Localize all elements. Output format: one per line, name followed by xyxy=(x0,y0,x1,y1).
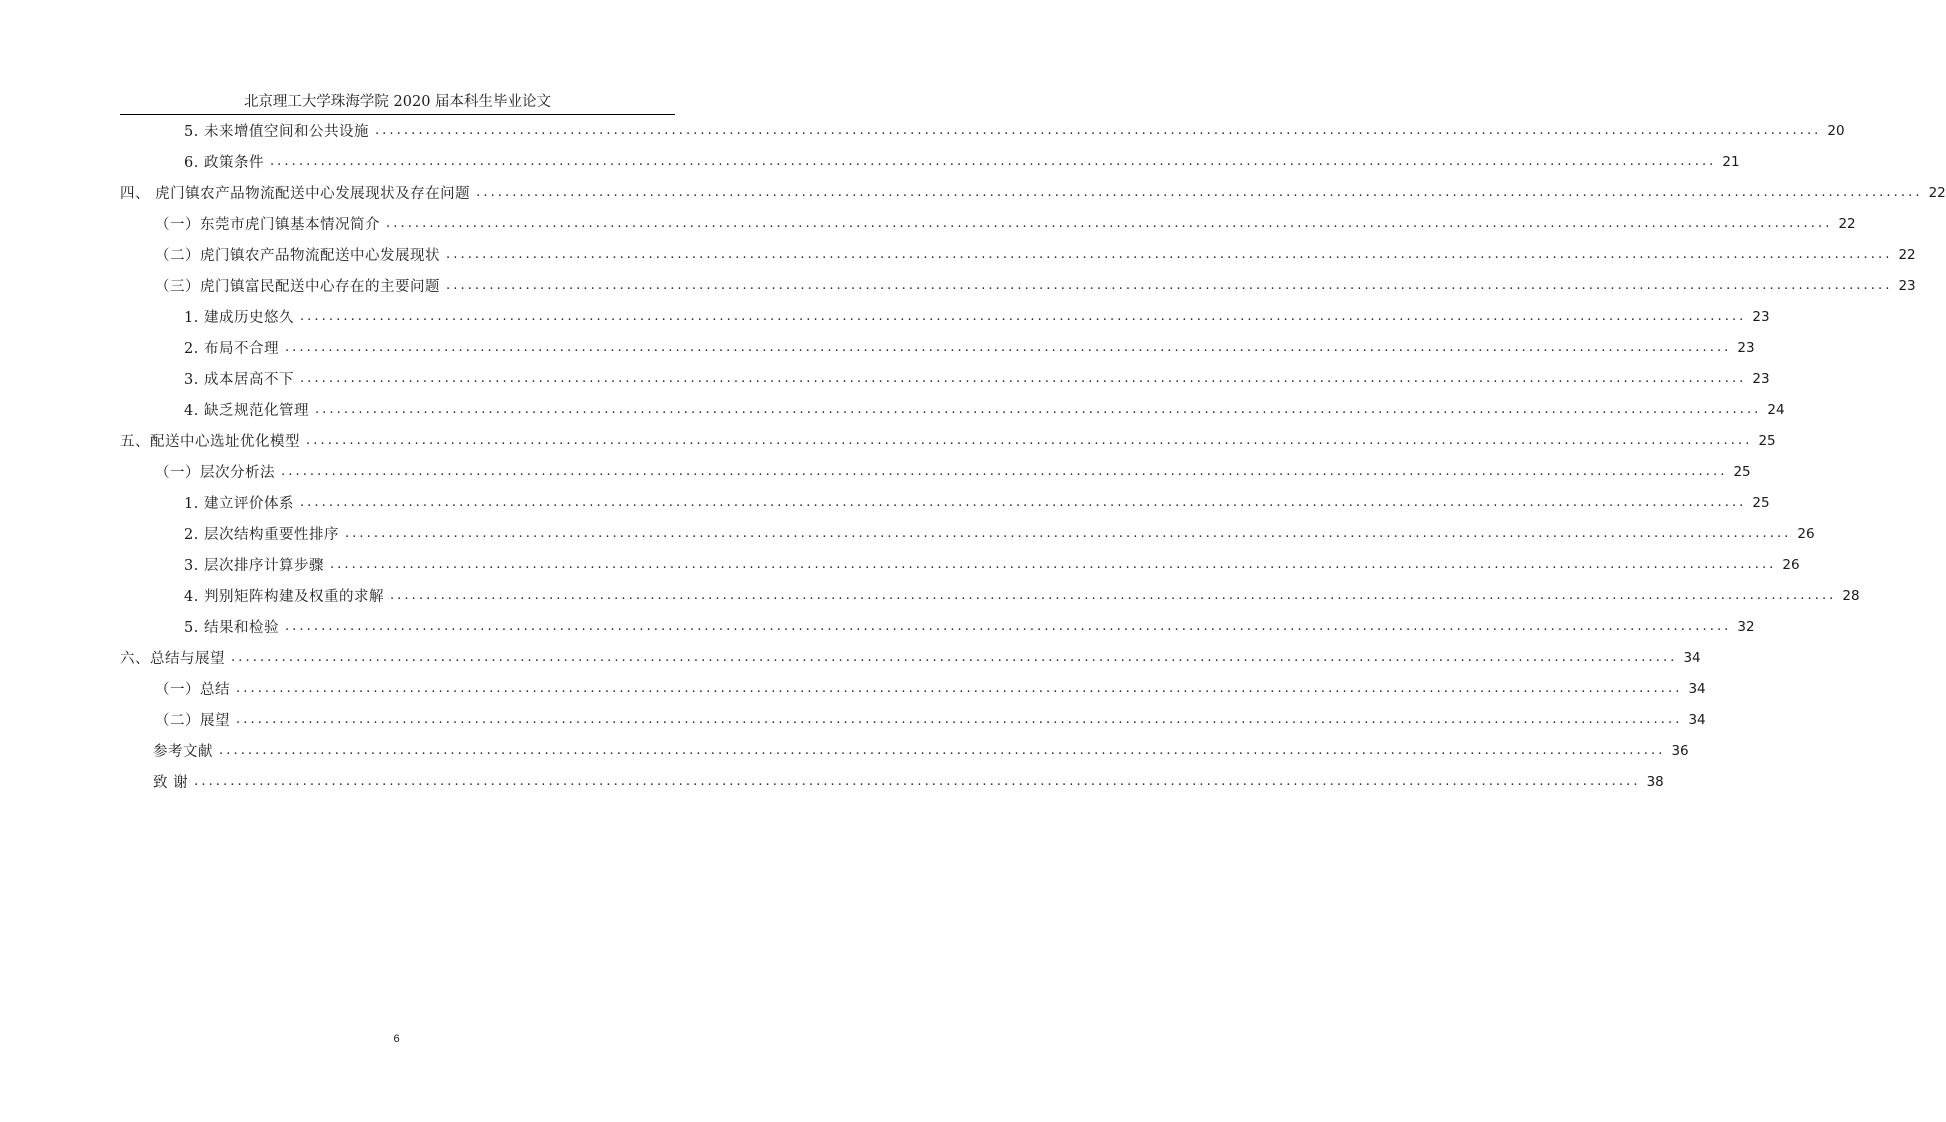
toc-entry[interactable] xyxy=(0,270,1916,301)
toc-entry-page: 20 xyxy=(1827,122,1845,139)
toc-entry[interactable] xyxy=(0,704,1706,735)
toc-dot-leader: ........................................................................................................................................................................................................ xyxy=(284,340,1732,355)
toc-entry-page: 32 xyxy=(1737,618,1755,635)
toc-dot-leader: ........................................................................................................................................................................................................ xyxy=(344,526,1792,541)
toc-dot-leader: ........................................................................................................................................................................................................ xyxy=(219,743,1666,758)
toc-entry-title: 6. 政策条件 xyxy=(184,155,264,171)
toc-entry-page: 26 xyxy=(1797,525,1815,542)
toc-entry[interactable] xyxy=(0,208,1856,239)
toc-dot-leader: ........................................................................................................................................................................................................ xyxy=(306,433,1753,448)
toc-entry-page: 23 xyxy=(1752,308,1770,325)
toc-entry-title: （二）展望 xyxy=(155,713,230,729)
toc-entry-page: 25 xyxy=(1733,463,1751,480)
toc-entry[interactable] xyxy=(0,301,1770,332)
toc-entry-title: （二）虎门镇农产品物流配送中心发展现状 xyxy=(155,248,440,264)
toc-dot-leader: ........................................................................................................................................................................................................ xyxy=(281,464,1728,479)
toc-dot-leader: ........................................................................................................................................................................................................ xyxy=(269,154,1717,169)
toc-entry-page: 34 xyxy=(1688,680,1706,697)
toc-dot-leader: ........................................................................................................................................................................................................ xyxy=(446,278,1893,293)
toc-entry-page: 38 xyxy=(1646,773,1664,790)
toc-dot-leader: ........................................................................................................................................................................................................ xyxy=(231,650,1678,665)
toc-entry[interactable] xyxy=(0,642,1701,673)
toc-entry-title: 4. 判别矩阵构建及权重的求解 xyxy=(184,589,384,605)
toc-entry[interactable] xyxy=(0,363,1770,394)
running-header: 北京理工大学珠海学院 2020 届本科生毕业论文 xyxy=(243,94,552,110)
toc-entry[interactable] xyxy=(0,766,1664,797)
toc-entry[interactable] xyxy=(0,425,1776,456)
toc-entry-title: 5. 未来增值空间和公共设施 xyxy=(184,124,369,140)
toc-entry-title: 1. 建立评价体系 xyxy=(184,496,294,512)
toc-entry-page: 22 xyxy=(1898,246,1916,263)
toc-entry[interactable] xyxy=(0,580,1860,611)
toc-dot-leader: ........................................................................................................................................................................................................ xyxy=(236,712,1683,727)
toc-entry[interactable] xyxy=(0,549,1800,580)
toc-entry-title: 参考文献 xyxy=(153,744,213,760)
toc-dot-leader: ........................................................................................................................................................................................................ xyxy=(284,619,1732,634)
toc-entry[interactable] xyxy=(0,518,1815,549)
toc-entry-title: 2. 层次结构重要性排序 xyxy=(184,527,339,543)
toc-entry-title: （三）虎门镇富民配送中心存在的主要问题 xyxy=(155,279,440,295)
toc-entry[interactable] xyxy=(0,394,1785,425)
toc-entry-page: 26 xyxy=(1782,556,1800,573)
toc-entry[interactable] xyxy=(0,146,1740,177)
toc-dot-leader: ........................................................................................................................................................................................................ xyxy=(314,402,1762,417)
toc-entry-page: 22 xyxy=(1928,184,1946,201)
toc-dot-leader: ........................................................................................................................................................................................................ xyxy=(446,247,1893,262)
toc-entry-title: 1. 建成历史悠久 xyxy=(184,310,294,326)
toc-entry-title: （一）总结 xyxy=(155,682,230,698)
toc-dot-leader: ........................................................................................................................................................................................................ xyxy=(329,557,1777,572)
toc-entry[interactable] xyxy=(0,239,1916,270)
toc-entry-page: 23 xyxy=(1752,370,1770,387)
toc-entry[interactable] xyxy=(0,177,1946,208)
toc-entry-page: 28 xyxy=(1842,587,1860,604)
toc-entry[interactable] xyxy=(0,487,1770,518)
toc-entry-page: 21 xyxy=(1722,153,1740,170)
toc-entry-title: 3. 成本居高不下 xyxy=(184,372,294,388)
toc-entry-page: 22 xyxy=(1838,215,1856,232)
toc-entry[interactable] xyxy=(0,673,1706,704)
toc-entry-title: 致 谢 xyxy=(153,775,189,791)
toc-entry-page: 34 xyxy=(1688,711,1706,728)
toc-entry-title: 四、 虎门镇农产品物流配送中心发展现状及存在问题 xyxy=(120,186,471,202)
toc-entry-page: 25 xyxy=(1752,494,1770,511)
toc-entry[interactable] xyxy=(0,456,1751,487)
toc-entry[interactable] xyxy=(0,115,1845,146)
toc-entry-title: 5. 结果和检验 xyxy=(184,620,279,636)
toc-entry-page: 34 xyxy=(1683,649,1701,666)
page-number: 6 xyxy=(393,1033,400,1045)
toc-entry-page: 36 xyxy=(1671,742,1689,759)
toc-dot-leader: ........................................................................................................................................................................................................ xyxy=(236,681,1683,696)
toc-dot-leader: ........................................................................................................................................................................................................ xyxy=(299,371,1747,386)
toc-dot-leader: ........................................................................................................................................................................................................ xyxy=(476,185,1923,200)
toc-entry-page: 25 xyxy=(1758,432,1776,449)
toc-dot-leader: ........................................................................................................................................................................................................ xyxy=(386,216,1833,231)
toc-entry-title: 4. 缺乏规范化管理 xyxy=(184,403,309,419)
toc-entry[interactable] xyxy=(0,611,1755,642)
toc-entry-title: 2. 布局不合理 xyxy=(184,341,279,357)
toc-entry-page: 23 xyxy=(1737,339,1755,356)
toc-dot-leader: ........................................................................................................................................................................................................ xyxy=(299,495,1747,510)
toc-entry-page: 23 xyxy=(1898,277,1916,294)
toc-entry[interactable] xyxy=(0,735,1689,766)
toc-entry-title: （一）层次分析法 xyxy=(155,465,275,481)
toc-entry[interactable] xyxy=(0,332,1755,363)
toc-entry-page: 24 xyxy=(1767,401,1785,418)
toc-dot-leader: ........................................................................................................................................................................................................ xyxy=(299,309,1747,324)
toc-dot-leader: ........................................................................................................................................................................................................ xyxy=(194,774,1641,789)
toc-dot-leader: ........................................................................................................................................................................................................ xyxy=(374,123,1822,138)
toc-dot-leader: ........................................................................................................................................................................................................ xyxy=(389,588,1837,603)
toc-entry-title: 五、配送中心选址优化模型 xyxy=(120,434,300,450)
toc-entry-title: 六、总结与展望 xyxy=(120,651,225,667)
table-of-contents xyxy=(0,115,1946,797)
toc-entry-title: 3. 层次排序计算步骤 xyxy=(184,558,324,574)
toc-entry-title: （一）东莞市虎门镇基本情况简介 xyxy=(155,217,380,233)
